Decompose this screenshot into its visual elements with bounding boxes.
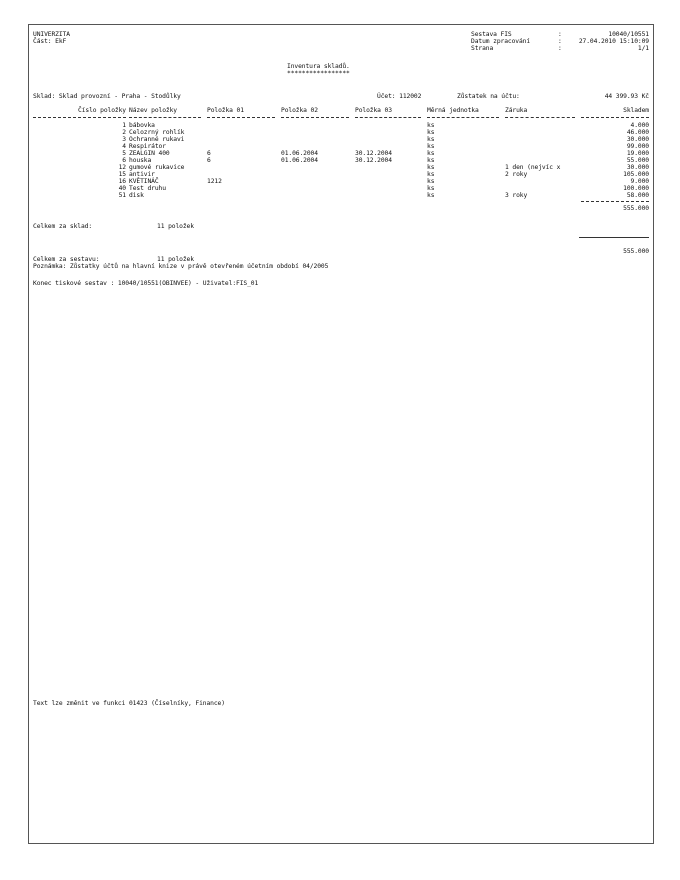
cell-item-02: 01.06.2004 (281, 150, 318, 157)
account-number: Účet: 112002 (377, 93, 422, 100)
cell-item-name: houska (129, 157, 152, 164)
processed-colon: : (558, 38, 562, 45)
processed-date: 27.04.2010 15:10:09 (578, 38, 649, 45)
grand-total-value: 555.000 (623, 248, 649, 255)
header-rule (207, 117, 275, 118)
header-rule (581, 117, 649, 118)
cell-unit: ks (427, 122, 435, 129)
report-label: Sestava FIS (471, 31, 512, 38)
col-item-01: Položka 01 (207, 107, 244, 114)
cell-item-03: 30.12.2004 (355, 150, 392, 157)
report-title-underline: ***************** (287, 70, 350, 77)
cell-item-01: 6 (207, 157, 211, 164)
cell-item-name: bábovka (129, 122, 155, 129)
cell-unit: ks (427, 178, 435, 185)
cell-item-name: disk (129, 192, 144, 199)
cell-item-number: 3 (122, 136, 126, 143)
cell-item-01: 6 (207, 150, 211, 157)
report-page (28, 24, 654, 844)
cell-unit: ks (427, 143, 435, 150)
report-colon: : (558, 31, 562, 38)
org-name: UNIVERZITA (33, 31, 70, 38)
balance-value: 44 399.93 Kč (604, 93, 649, 100)
cell-stock: 105.000 (623, 171, 649, 178)
cell-item-03: 30.12.2004 (355, 157, 392, 164)
total-rule (579, 237, 649, 238)
cell-item-name: ZEALGIN 400 (129, 150, 170, 157)
col-item-03: Položka 03 (355, 107, 392, 114)
cell-warranty: 2 roky (505, 171, 528, 178)
col-warranty: Záruka (505, 107, 528, 114)
col-item-number: Číslo položky (78, 107, 126, 114)
report-total-label: Celkem za sestavu: (33, 256, 100, 263)
org-part: Část: EkF (33, 38, 67, 45)
cell-stock: 30.000 (626, 164, 649, 171)
page-number: 1/1 (637, 45, 649, 52)
cell-stock: 55.000 (626, 157, 649, 164)
cell-unit: ks (427, 171, 435, 178)
cell-item-name: KVĚTINÁČ (129, 178, 159, 185)
cell-item-number: 4 (122, 143, 126, 150)
cell-item-number: 51 (118, 192, 126, 199)
cell-stock: 4.000 (630, 122, 649, 129)
cell-stock: 58.000 (626, 192, 649, 199)
cell-item-name: Test druhu (129, 185, 166, 192)
cell-stock: 19.000 (626, 150, 649, 157)
header-rule (355, 117, 421, 118)
cell-stock: 100.000 (623, 185, 649, 192)
header-rule (505, 117, 575, 118)
subtotal-value: 555.000 (623, 205, 649, 212)
header-rule (427, 117, 499, 118)
page-colon: : (558, 45, 562, 52)
cell-item-name: Ochranné rukavi (129, 136, 185, 143)
cell-item-number: 2 (122, 129, 126, 136)
cell-item-02: 01.06.2004 (281, 157, 318, 164)
subtotal-rule (581, 201, 649, 202)
cell-item-01: 1212 (207, 178, 222, 185)
end-line: Konec tiskové sestav : 10040/10551(OBINVEE) - Uživatel:FIS_01 (33, 280, 259, 287)
cell-stock: 46.000 (626, 129, 649, 136)
balance-label: Zůstatek na účtu: (457, 93, 520, 100)
cell-item-name: Respirátor (129, 143, 166, 150)
warehouse-total-count: 11 položek (157, 223, 194, 230)
cell-item-number: 16 (118, 178, 126, 185)
report-total-count: 11 položek (157, 256, 194, 263)
report-title: Inventura skladů. (287, 63, 350, 70)
cell-item-number: 5 (122, 150, 126, 157)
cell-item-number: 40 (118, 185, 126, 192)
cell-unit: ks (427, 150, 435, 157)
cell-item-number: 15 (118, 171, 126, 178)
page-label: Strana (471, 45, 494, 52)
cell-warranty: 3 roky (505, 192, 528, 199)
cell-item-number: 6 (122, 157, 126, 164)
cell-unit: ks (427, 129, 435, 136)
header-rule (33, 117, 126, 118)
cell-unit: ks (427, 164, 435, 171)
col-unit: Měrná jednotka (427, 107, 479, 114)
cell-stock: 99.000 (626, 143, 649, 150)
cell-unit: ks (427, 192, 435, 199)
cell-item-name: Celozrný rohlík (129, 129, 185, 136)
cell-unit: ks (427, 157, 435, 164)
footer-note: Text lze změnit ve funkci 01423 (Číselníky, Finance) (33, 700, 225, 707)
cell-item-name: antivir (129, 171, 155, 178)
header-rule (281, 117, 349, 118)
col-stock: Skladem (623, 107, 649, 114)
note-line: Poznámka: Zůstatky účtů na hlavní knize v právě otevřeném účetním období 04/2005 (33, 263, 329, 270)
cell-warranty: 1 den (nejvíc x (505, 164, 561, 171)
header-rule (129, 117, 201, 118)
warehouse-total-label: Celkem za sklad: (33, 223, 93, 230)
cell-stock: 30.000 (626, 136, 649, 143)
cell-stock: 9.000 (630, 178, 649, 185)
cell-item-number: 12 (118, 164, 126, 171)
cell-unit: ks (427, 185, 435, 192)
cell-item-name: gumové rukavice (129, 164, 185, 171)
col-item-02: Položka 02 (281, 107, 318, 114)
processed-label: Datum zpracování (471, 38, 531, 45)
col-item-name: Název položky (129, 107, 177, 114)
warehouse-label: Sklad: Sklad provozní - Praha - Stodůlky (33, 93, 181, 100)
cell-item-number: 1 (122, 122, 126, 129)
cell-unit: ks (427, 136, 435, 143)
report-id: 10040/10551 (608, 31, 649, 38)
